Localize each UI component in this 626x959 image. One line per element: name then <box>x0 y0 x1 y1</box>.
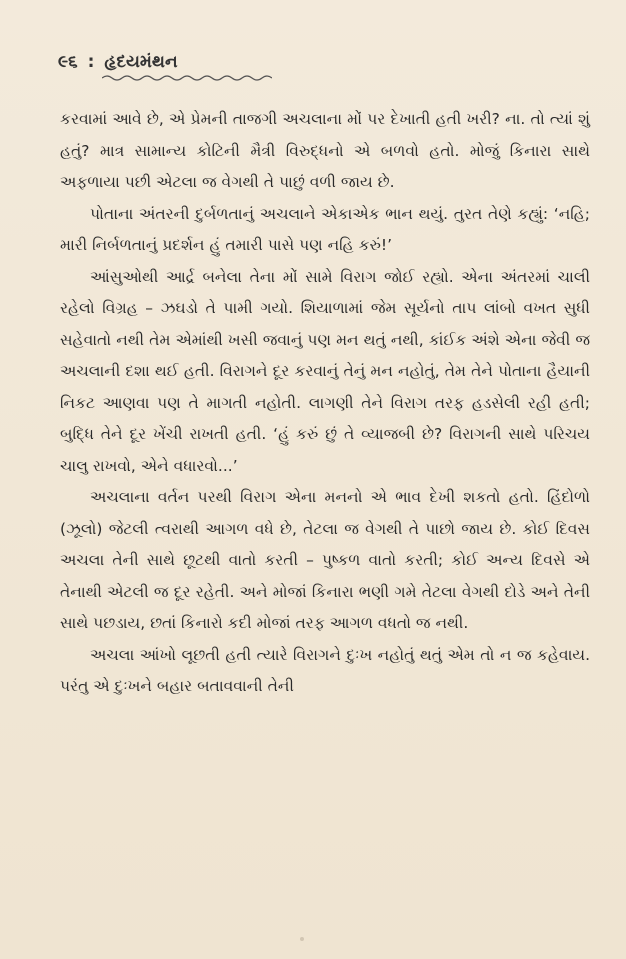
page-speck <box>300 937 304 941</box>
page-number: ૯૬ <box>58 52 78 72</box>
chapter-title <box>104 52 272 82</box>
paragraph: અચલા આંખો લૂછતી હતી ત્યારે વિરાગને દુઃખ નહોતું થતું એમ તો ન જ કહેવાય. પરંતુ એ દુઃખને બહાર બતાવવાની તેની <box>60 645 590 695</box>
paragraph: અચલાના વર્તન પરથી વિરાગ એના મનનો એ ભાવ દેખી શકતો હતો. હિંદોળો (ઝૂલો) જેટલી ત્વરાથી આગળ વધે છે, તેટલા જ વેગથી તે પાછો જાય છે. કોઈ દિવસ અચલા તેની સાથે છૂટથી વાતો કરતી – પુષ્કળ વાતો કરતી; કોઈ અન્ય દિવસે એ તેનાથી એટલી જ દૂર રહેતી. અને મોજાં કિનારા ભણી ગમે તેટલા વેગથી દોડે અને તેની સાથે પછડાય, છતાં કિનારો કદી મોજાં તરફ આગળ વધતો જ નથી. <box>60 488 590 632</box>
header-separator: : <box>87 52 95 72</box>
paragraph: આંસુઓથી આર્દ્ર બનેલા તેના મોં સામે વિરાગ જોઈ રહ્યો. એના અંતરમાં ચાલી રહેલો વિગ્રહ – ઝઘડો તે પામી ગયો. શિયાળામાં જેમ સૂર્યનો તાપ લાંબો વખત સુધી સહેવાતો નથી તેમ એમાંથી ખસી જવાનું પણ મન થતું નથી, કાંઈક અંશે એના જેવી જ અચલાની દશા થઈ હતી. વિરાગને દૂર કરવાનું તેનું મન નહોતું, તેમ તેને પોતાના હૈયાની નિકટ આણવા પણ તે માગતી નહોતી. લાગણી તેને વિરાગ તરફ હડસેલી રહી હતી; બુદ્ધિ તેને દૂર ખેંચી રાખતી હતી. ‘હું કરું છું તે વ્યાજબી છે? વિરાગની સાથે પરિચય ચાલુ રાખવો, એને વધારવો...’ <box>60 267 590 475</box>
paragraph: કરવામાં આવે છે, એ પ્રેમની તાજગી અચલાના મોં પર દેખાતી હતી ખરી? ના. તો ત્યાં શું હતું? માત્ર સામાન્ય કોટિની મૈત્રી વિરુદ્ધનો એ બળવો હતો. મોજું કિનારા સાથે અફળાયા પછી એટલા જ વેગથી તે પાછું વળી જાય છે. <box>60 110 590 191</box>
chapter-title-text: હૃદયમંથન <box>104 52 178 72</box>
wavy-underline-icon <box>102 74 272 82</box>
body-text <box>60 104 590 703</box>
paragraph: પોતાના અંતરની દુર્બળતાનું અચલાને એકાએક ભાન થયું. તુરત તેણે કહ્યું: ‘નહિ; મારી નિર્બળતાનું પ્રદર્શન હું તમારી પાસે પણ નહિ કરું!’ <box>60 204 590 254</box>
running-header <box>58 52 590 82</box>
